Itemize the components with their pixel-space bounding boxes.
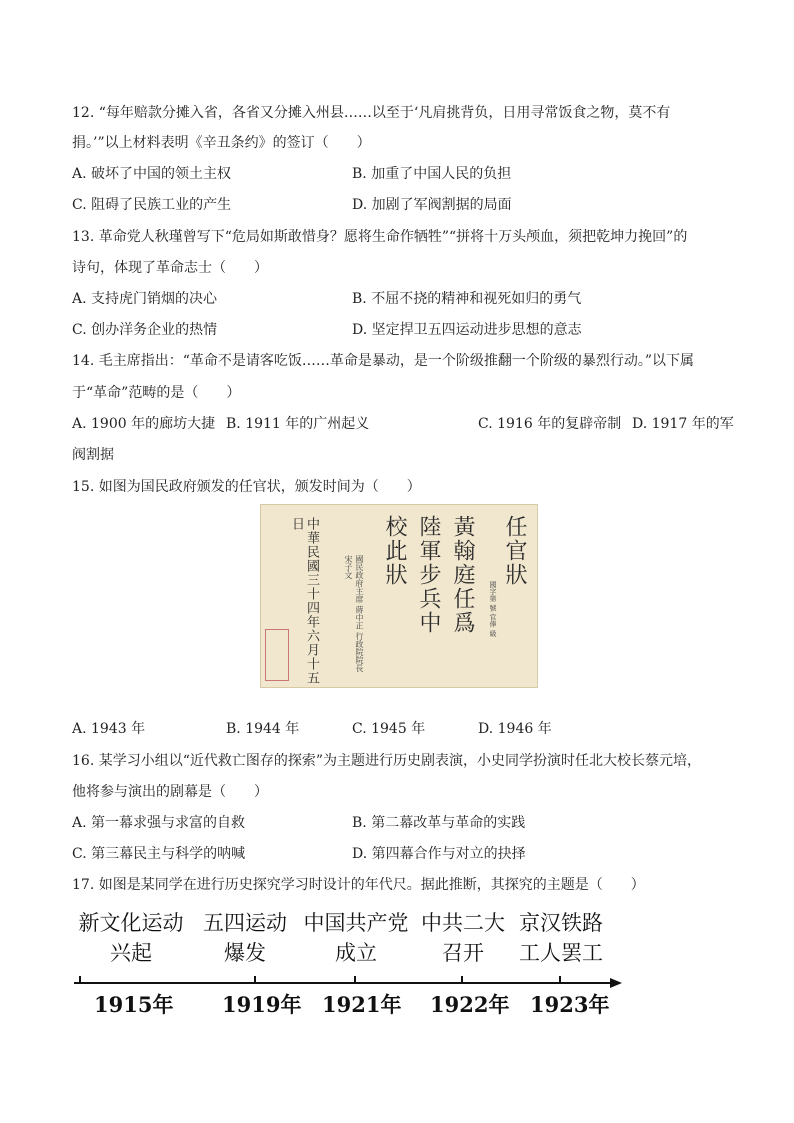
q14-option-d-continued: 阀割据 bbox=[72, 447, 114, 463]
q13-stem-line1: 13. 革命党人秋瑾曾写下“危局如斯敢惜身？愿将生命作牺牲”“拼将十万头颅血，须把乾坤力挽回”的 bbox=[72, 229, 688, 245]
timeline-year-1: 1915年 bbox=[94, 992, 174, 1017]
q13-stem-line2: 诗句，体现了革命志士（ ） bbox=[72, 260, 268, 276]
timeline-year-2: 1919年 bbox=[222, 992, 302, 1017]
q14-option-b: B. 1911 年的广州起义 bbox=[226, 416, 370, 432]
q14-stem-line2: 于“革命”范畴的是（ ） bbox=[72, 385, 241, 401]
certificate-signatures: 國民政府主席 蔣中正 行政院院長 宋子文 bbox=[344, 555, 364, 673]
q13-option-d: D. 坚定捍卫五四运动进步思想的意志 bbox=[352, 322, 582, 338]
q14-option-a: A. 1900 年的廊坊大捷 bbox=[72, 416, 216, 432]
timeline-year-5: 1923年 bbox=[530, 992, 610, 1017]
q12-option-c: C. 阻碍了民族工业的产生 bbox=[72, 197, 232, 213]
q12-option-d: D. 加剧了军阀割据的局面 bbox=[352, 197, 512, 213]
q12-option-a: A. 破坏了中国的领土主权 bbox=[72, 166, 232, 182]
q16-stem-line1: 16. 某学习小组以“近代救亡图存的探索”为主题进行历史剧表演，小史同学扮演时任北大校长蔡元培， bbox=[72, 753, 702, 769]
q13-option-b: B. 不屈不挠的精神和视死如归的勇气 bbox=[352, 291, 582, 307]
q14-option-c: C. 1916 年的复辟帝制 bbox=[478, 416, 622, 432]
certificate-text-line2: 陸軍步兵中 bbox=[416, 515, 441, 635]
certificate-text-line1: 黃翰庭任爲 bbox=[450, 515, 475, 635]
certificate-text-line3: 校此狀 bbox=[382, 515, 407, 587]
q15-option-a: A. 1943 年 bbox=[72, 721, 146, 737]
q16-option-b: B. 第二幕改革与革命的实践 bbox=[352, 815, 526, 831]
timeline-event-5-line2: 工人罢工 bbox=[519, 941, 603, 965]
certificate-title: 任官狀 bbox=[502, 515, 527, 587]
q13-option-c: C. 创办洋务企业的热情 bbox=[72, 322, 218, 338]
timeline-event-4-line2: 召开 bbox=[442, 941, 484, 965]
q14-stem-line1: 14. 毛主席指出：“革命不是请客吃饭……革命是暴动，是一个阶级推翻一个阶级的暴烈行动。”以下属 bbox=[72, 353, 695, 369]
timeline-ruler bbox=[70, 905, 630, 1030]
timeline-event-4-line1: 中共二大 bbox=[421, 911, 505, 935]
timeline-event-1-line1: 新文化运动 bbox=[78, 911, 184, 935]
q12-option-b: B. 加重了中国人民的负担 bbox=[352, 166, 512, 182]
q16-option-d: D. 第四幕合作与对立的抉择 bbox=[352, 846, 526, 862]
certificate-serial: 國字第 號 官俸 級 bbox=[489, 581, 497, 637]
q15-option-d: D. 1946 年 bbox=[478, 721, 552, 737]
timeline-year-3: 1921年 bbox=[322, 992, 402, 1017]
q12-stem-line1: 12. “每年赔款分摊入省，各省又分摊入州县……以至于‘凡肩挑背负，日用寻常饭食之物，莫不有 bbox=[72, 105, 671, 121]
q12-stem-line2: 捐。’”以上材料表明《辛丑条约》的签订（ ） bbox=[72, 135, 371, 151]
q14-option-d: D. 1917 年的军 bbox=[632, 416, 734, 432]
red-seal-stamp bbox=[265, 629, 289, 681]
q13-option-a: A. 支持虎门销烟的决心 bbox=[72, 291, 218, 307]
timeline-event-3-line2: 成立 bbox=[335, 941, 377, 965]
appointment-certificate-image bbox=[260, 504, 538, 688]
q16-stem-line2: 他将参与演出的剧幕是（ ） bbox=[72, 784, 268, 800]
q15-option-b: B. 1944 年 bbox=[226, 721, 300, 737]
q16-option-c: C. 第三幕民主与科学的呐喊 bbox=[72, 846, 246, 862]
q15-option-c: C. 1945 年 bbox=[352, 721, 426, 737]
timeline-event-5-line1: 京汉铁路 bbox=[519, 911, 603, 935]
q16-option-a: A. 第一幕求强与求富的自救 bbox=[72, 815, 246, 831]
timeline-event-2-line1: 五四运动 bbox=[203, 911, 287, 935]
q15-stem: 15. 如图为国民政府颁发的任官状，颁发时间为（ ） bbox=[72, 479, 421, 495]
timeline-event-1-line2: 兴起 bbox=[110, 941, 152, 965]
timeline-event-2-line2: 爆发 bbox=[224, 941, 266, 965]
certificate-date: 中華民國三十四年六月十五日 bbox=[289, 517, 319, 685]
q17-stem: 17. 如图是某同学在进行历史探究学习时设计的年代尺。据此推断，其探究的主题是（ ） bbox=[72, 877, 645, 893]
timeline-event-3-line1: 中国共产党 bbox=[303, 911, 409, 935]
timeline-year-4: 1922年 bbox=[430, 992, 510, 1017]
